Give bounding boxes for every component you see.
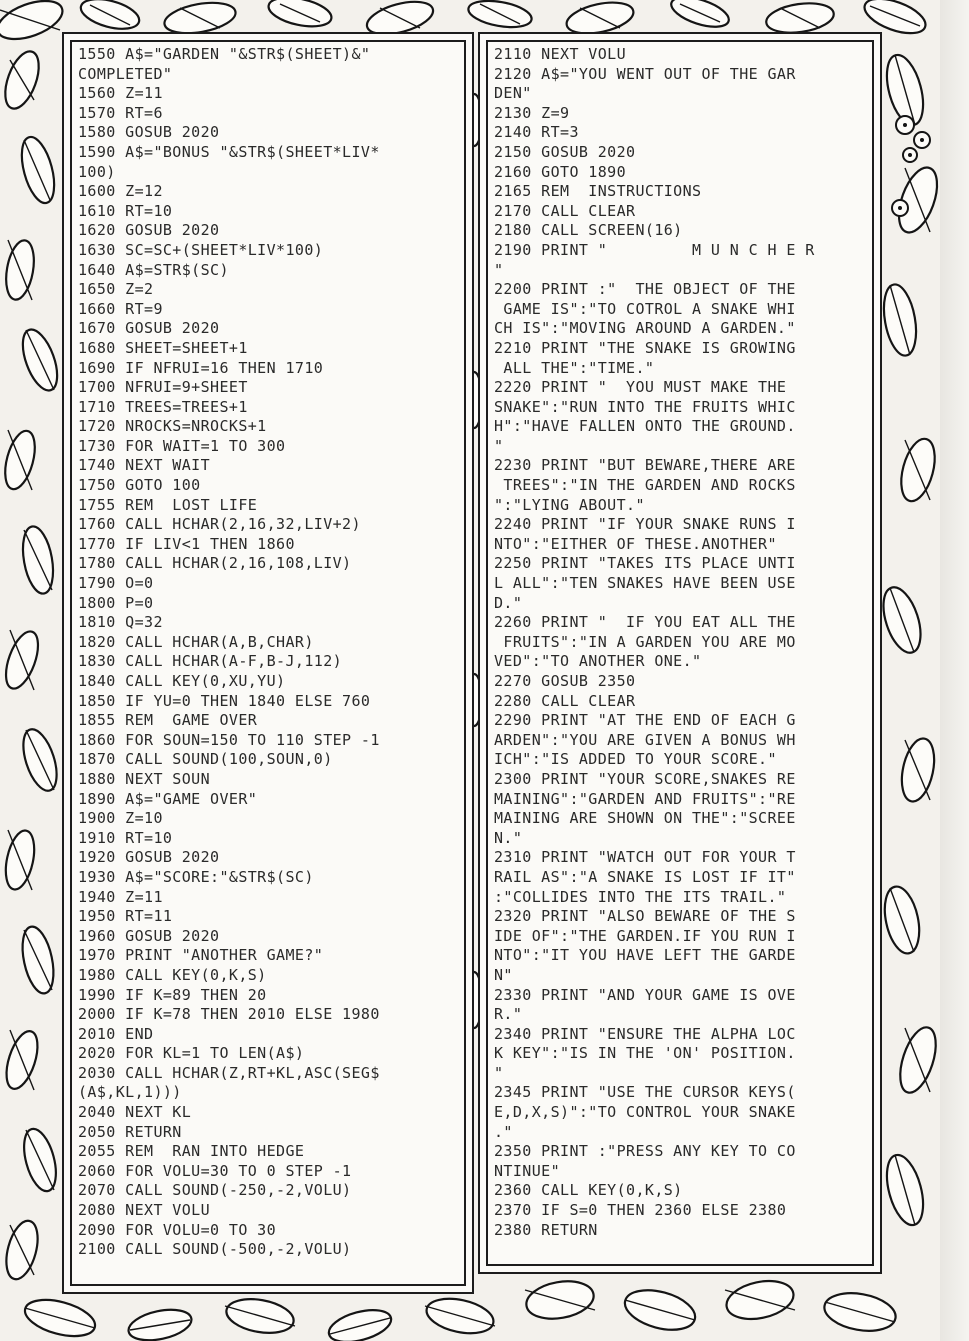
code-column-left	[70, 40, 466, 1286]
code-line: 1920 GOSUB 2020	[78, 848, 220, 867]
code-line: 1560 Z=11	[78, 84, 163, 103]
code-line: 2060 FOR VOLU=30 TO 0 STEP -1	[78, 1161, 352, 1180]
code-line: "	[494, 260, 504, 279]
code-line: 1860 FOR SOUN=150 TO 110 STEP -1	[78, 730, 380, 749]
code-line: 1730 FOR WAIT=1 TO 300	[78, 436, 286, 455]
code-line: 1780 CALL HCHAR(2,16,108,LIV)	[78, 554, 352, 573]
code-line: 1990 IF K=89 THEN 20	[78, 985, 267, 1004]
code-line: 2220 PRINT " YOU MUST MAKE THE	[494, 378, 787, 397]
code-line: VED":"TO ANOTHER ONE."	[494, 652, 702, 671]
code-line: GAME IS":"TO COTROL A SNAKE WHI	[494, 299, 796, 318]
code-line: 2000 IF K=78 THEN 2010 ELSE 1980	[78, 1005, 380, 1024]
code-line: 2150 GOSUB 2020	[494, 142, 636, 161]
code-line: "	[494, 1063, 504, 1082]
code-line: 1810 Q=32	[78, 613, 163, 632]
code-line: 2270 GOSUB 2350	[494, 672, 636, 690]
code-line: H":"HAVE FALLEN ONTO THE GROUND.	[494, 417, 796, 436]
code-line: 2170 CALL CLEAR	[494, 201, 636, 220]
code-line: 2070 CALL SOUND(-250,-2,VOLU)	[78, 1181, 352, 1200]
code-line: 2260 PRINT " IF YOU EAT ALL THE	[494, 613, 796, 632]
code-line: 1770 IF LIV<1 THEN 1860	[78, 534, 295, 553]
code-line: 1660 RT=9	[78, 299, 163, 318]
code-line: 2210 PRINT "THE SNAKE IS GROWING	[494, 338, 796, 357]
code-line: 1840 CALL KEY(0,XU,YU)	[78, 672, 286, 690]
code-line: 2340 PRINT "ENSURE THE ALPHA LOC	[494, 1024, 796, 1043]
code-line: 1900 Z=10	[78, 809, 163, 828]
code-line: ALL THE":"TIME."	[494, 358, 655, 377]
code-line: 2350 PRINT :"PRESS ANY KEY TO CO	[494, 1142, 796, 1161]
code-line: 1630 SC=SC+(SHEET*LIV*100)	[78, 240, 324, 259]
code-line: 2240 PRINT "IF YOUR SNAKE RUNS I	[494, 515, 796, 534]
code-line: 1960 GOSUB 2020	[78, 926, 220, 945]
code-line: ."	[494, 1122, 513, 1141]
code-line: ICH":"IS ADDED TO YOUR SCORE."	[494, 750, 777, 769]
code-line: 1790 O=0	[78, 574, 154, 593]
code-line: 1750 GOTO 100	[78, 476, 201, 495]
code-line: 1910 RT=10	[78, 828, 173, 847]
code-line: 1800 P=0	[78, 593, 154, 612]
code-line: FRUITS":"IN A GARDEN YOU ARE MO	[494, 632, 796, 651]
code-line: 2030 CALL HCHAR(Z,RT+KL,ASC(SEG$	[78, 1063, 380, 1082]
code-line: TREES":"IN THE GARDEN AND ROCKS	[494, 476, 796, 495]
code-line: 2165 REM INSTRUCTIONS	[494, 182, 702, 201]
code-line: K KEY":"IS IN THE 'ON' POSITION.	[494, 1044, 796, 1063]
code-line: 2040 NEXT KL	[78, 1103, 192, 1122]
code-line: 2140 RT=3	[494, 123, 579, 142]
code-line: 2280 CALL CLEAR	[494, 691, 636, 710]
code-line: 1870 CALL SOUND(100,SOUN,0)	[78, 750, 333, 769]
code-line: 1820 CALL HCHAR(A,B,CHAR)	[78, 632, 314, 651]
code-line: R."	[494, 1005, 523, 1024]
code-line: :"COLLIDES INTO THE ITS TRAIL."	[494, 887, 787, 906]
code-line: 1610 RT=10	[78, 201, 173, 220]
code-line: D."	[494, 593, 523, 612]
code-line: 2010 END	[78, 1024, 154, 1043]
code-line: E,D,X,S)":"TO CONTROL YOUR SNAKE	[494, 1103, 796, 1122]
code-line: 2120 A$="YOU WENT OUT OF THE GAR	[494, 64, 796, 83]
code-line: "	[494, 436, 504, 455]
code-line: 1760 CALL HCHAR(2,16,32,LIV+2)	[78, 515, 361, 534]
code-line: (A$,KL,1)))	[78, 1083, 182, 1102]
code-line: 1650 Z=2	[78, 280, 154, 299]
code-line: 2330 PRINT "AND YOUR GAME IS OVE	[494, 985, 796, 1004]
code-line: 2290 PRINT "AT THE END OF EACH G	[494, 711, 796, 730]
code-line: 1890 A$="GAME OVER"	[78, 789, 258, 808]
code-line: 2100 CALL SOUND(-500,-2,VOLU)	[78, 1240, 352, 1259]
code-line: 1855 REM GAME OVER	[78, 711, 258, 730]
code-line: 2345 PRINT "USE THE CURSOR KEYS(	[494, 1083, 796, 1102]
code-line: 1710 TREES=TREES+1	[78, 397, 248, 416]
code-line: 1670 GOSUB 2020	[78, 319, 220, 338]
code-line: 1940 Z=11	[78, 887, 163, 906]
code-line: COMPLETED"	[78, 64, 173, 83]
code-line: MAINING":"GARDEN AND FRUITS":"RE	[494, 789, 796, 808]
code-line: RAIL AS":"A SNAKE IS LOST IF IT"	[494, 867, 796, 886]
code-line: 2050 RETURN	[78, 1122, 182, 1141]
code-line: 2360 CALL KEY(0,K,S)	[494, 1181, 683, 1200]
code-line: 1980 CALL KEY(0,K,S)	[78, 965, 267, 984]
code-line: DEN"	[494, 84, 532, 103]
code-line: 2110 NEXT VOLU	[494, 45, 627, 63]
code-line: 2055 REM RAN INTO HEDGE	[78, 1142, 305, 1161]
code-line: L ALL":"TEN SNAKES HAVE BEEN USE	[494, 574, 796, 593]
code-line: 1600 Z=12	[78, 182, 163, 201]
code-line: NTO":"EITHER OF THESE.ANOTHER"	[494, 534, 777, 553]
code-line: 2130 Z=9	[494, 103, 570, 122]
code-line: 2160 GOTO 1890	[494, 162, 627, 181]
code-column-right	[486, 40, 874, 1266]
code-line: 2180 CALL SCREEN(16)	[494, 221, 683, 240]
code-line: 1550 A$="GARDEN "&STR$(SHEET)&"	[78, 45, 371, 63]
code-line: ARDEN":"YOU ARE GIVEN A BONUS WH	[494, 730, 796, 749]
code-line: 2380 RETURN	[494, 1220, 598, 1239]
code-line: NTO":"IT YOU HAVE LEFT THE GARDE	[494, 946, 796, 965]
page-edge-shadow	[940, 0, 969, 1341]
code-line: NTINUE"	[494, 1161, 561, 1180]
code-line: 1700 NFRUI=9+SHEET	[78, 378, 248, 397]
code-line: 2230 PRINT "BUT BEWARE,THERE ARE	[494, 456, 796, 475]
code-line: 1680 SHEET=SHEET+1	[78, 338, 248, 357]
code-line: MAINING ARE SHOWN ON THE":"SCREE	[494, 809, 796, 828]
basic-listing-left	[72, 42, 464, 1260]
code-line: N"	[494, 965, 513, 984]
code-line: 1755 REM LOST LIFE	[78, 495, 258, 514]
code-line: 2090 FOR VOLU=0 TO 30	[78, 1220, 277, 1239]
code-line: ":"LYING ABOUT."	[494, 495, 645, 514]
code-line: N."	[494, 828, 523, 847]
code-line: 1720 NROCKS=NROCKS+1	[78, 417, 267, 436]
code-line: 1950 RT=11	[78, 907, 173, 926]
code-line: 2310 PRINT "WATCH OUT FOR YOUR T	[494, 848, 796, 867]
code-line: 1590 A$="BONUS "&STR$(SHEET*LIV*	[78, 142, 380, 161]
code-line: 2200 PRINT :" THE OBJECT OF THE	[494, 280, 796, 299]
code-line: 2320 PRINT "ALSO BEWARE OF THE S	[494, 907, 796, 926]
code-line: 1970 PRINT "ANOTHER GAME?"	[78, 946, 324, 965]
code-line: 2020 FOR KL=1 TO LEN(A$)	[78, 1044, 305, 1063]
code-line: CH IS":"MOVING AROUND A GARDEN."	[494, 319, 796, 338]
code-line: 2300 PRINT "YOUR SCORE,SNAKES RE	[494, 769, 796, 788]
code-line: 1640 A$=STR$(SC)	[78, 260, 229, 279]
code-line: 1570 RT=6	[78, 103, 163, 122]
code-line: 100)	[78, 162, 116, 181]
code-line: IDE OF":"THE GARDEN.IF YOU RUN I	[494, 926, 796, 945]
code-line: 1850 IF YU=0 THEN 1840 ELSE 760	[78, 691, 371, 710]
code-line: 2370 IF S=0 THEN 2360 ELSE 2380	[494, 1201, 787, 1220]
code-line: 1580 GOSUB 2020	[78, 123, 220, 142]
code-line: SNAKE":"RUN INTO THE FRUITS WHIC	[494, 397, 796, 416]
code-line: 2250 PRINT "TAKES ITS PLACE UNTI	[494, 554, 796, 573]
code-line: 1740 NEXT WAIT	[78, 456, 211, 475]
code-line: 2080 NEXT VOLU	[78, 1201, 211, 1220]
code-line: 1620 GOSUB 2020	[78, 221, 220, 240]
code-line: 1880 NEXT SOUN	[78, 769, 211, 788]
code-line: 1930 A$="SCORE:"&STR$(SC)	[78, 867, 314, 886]
code-line: 2190 PRINT " M U N C H E R	[494, 240, 815, 259]
code-line: 1690 IF NFRUI=16 THEN 1710	[78, 358, 324, 377]
code-line: 1830 CALL HCHAR(A-F,B-J,112)	[78, 652, 343, 671]
basic-listing-right	[488, 42, 872, 1240]
